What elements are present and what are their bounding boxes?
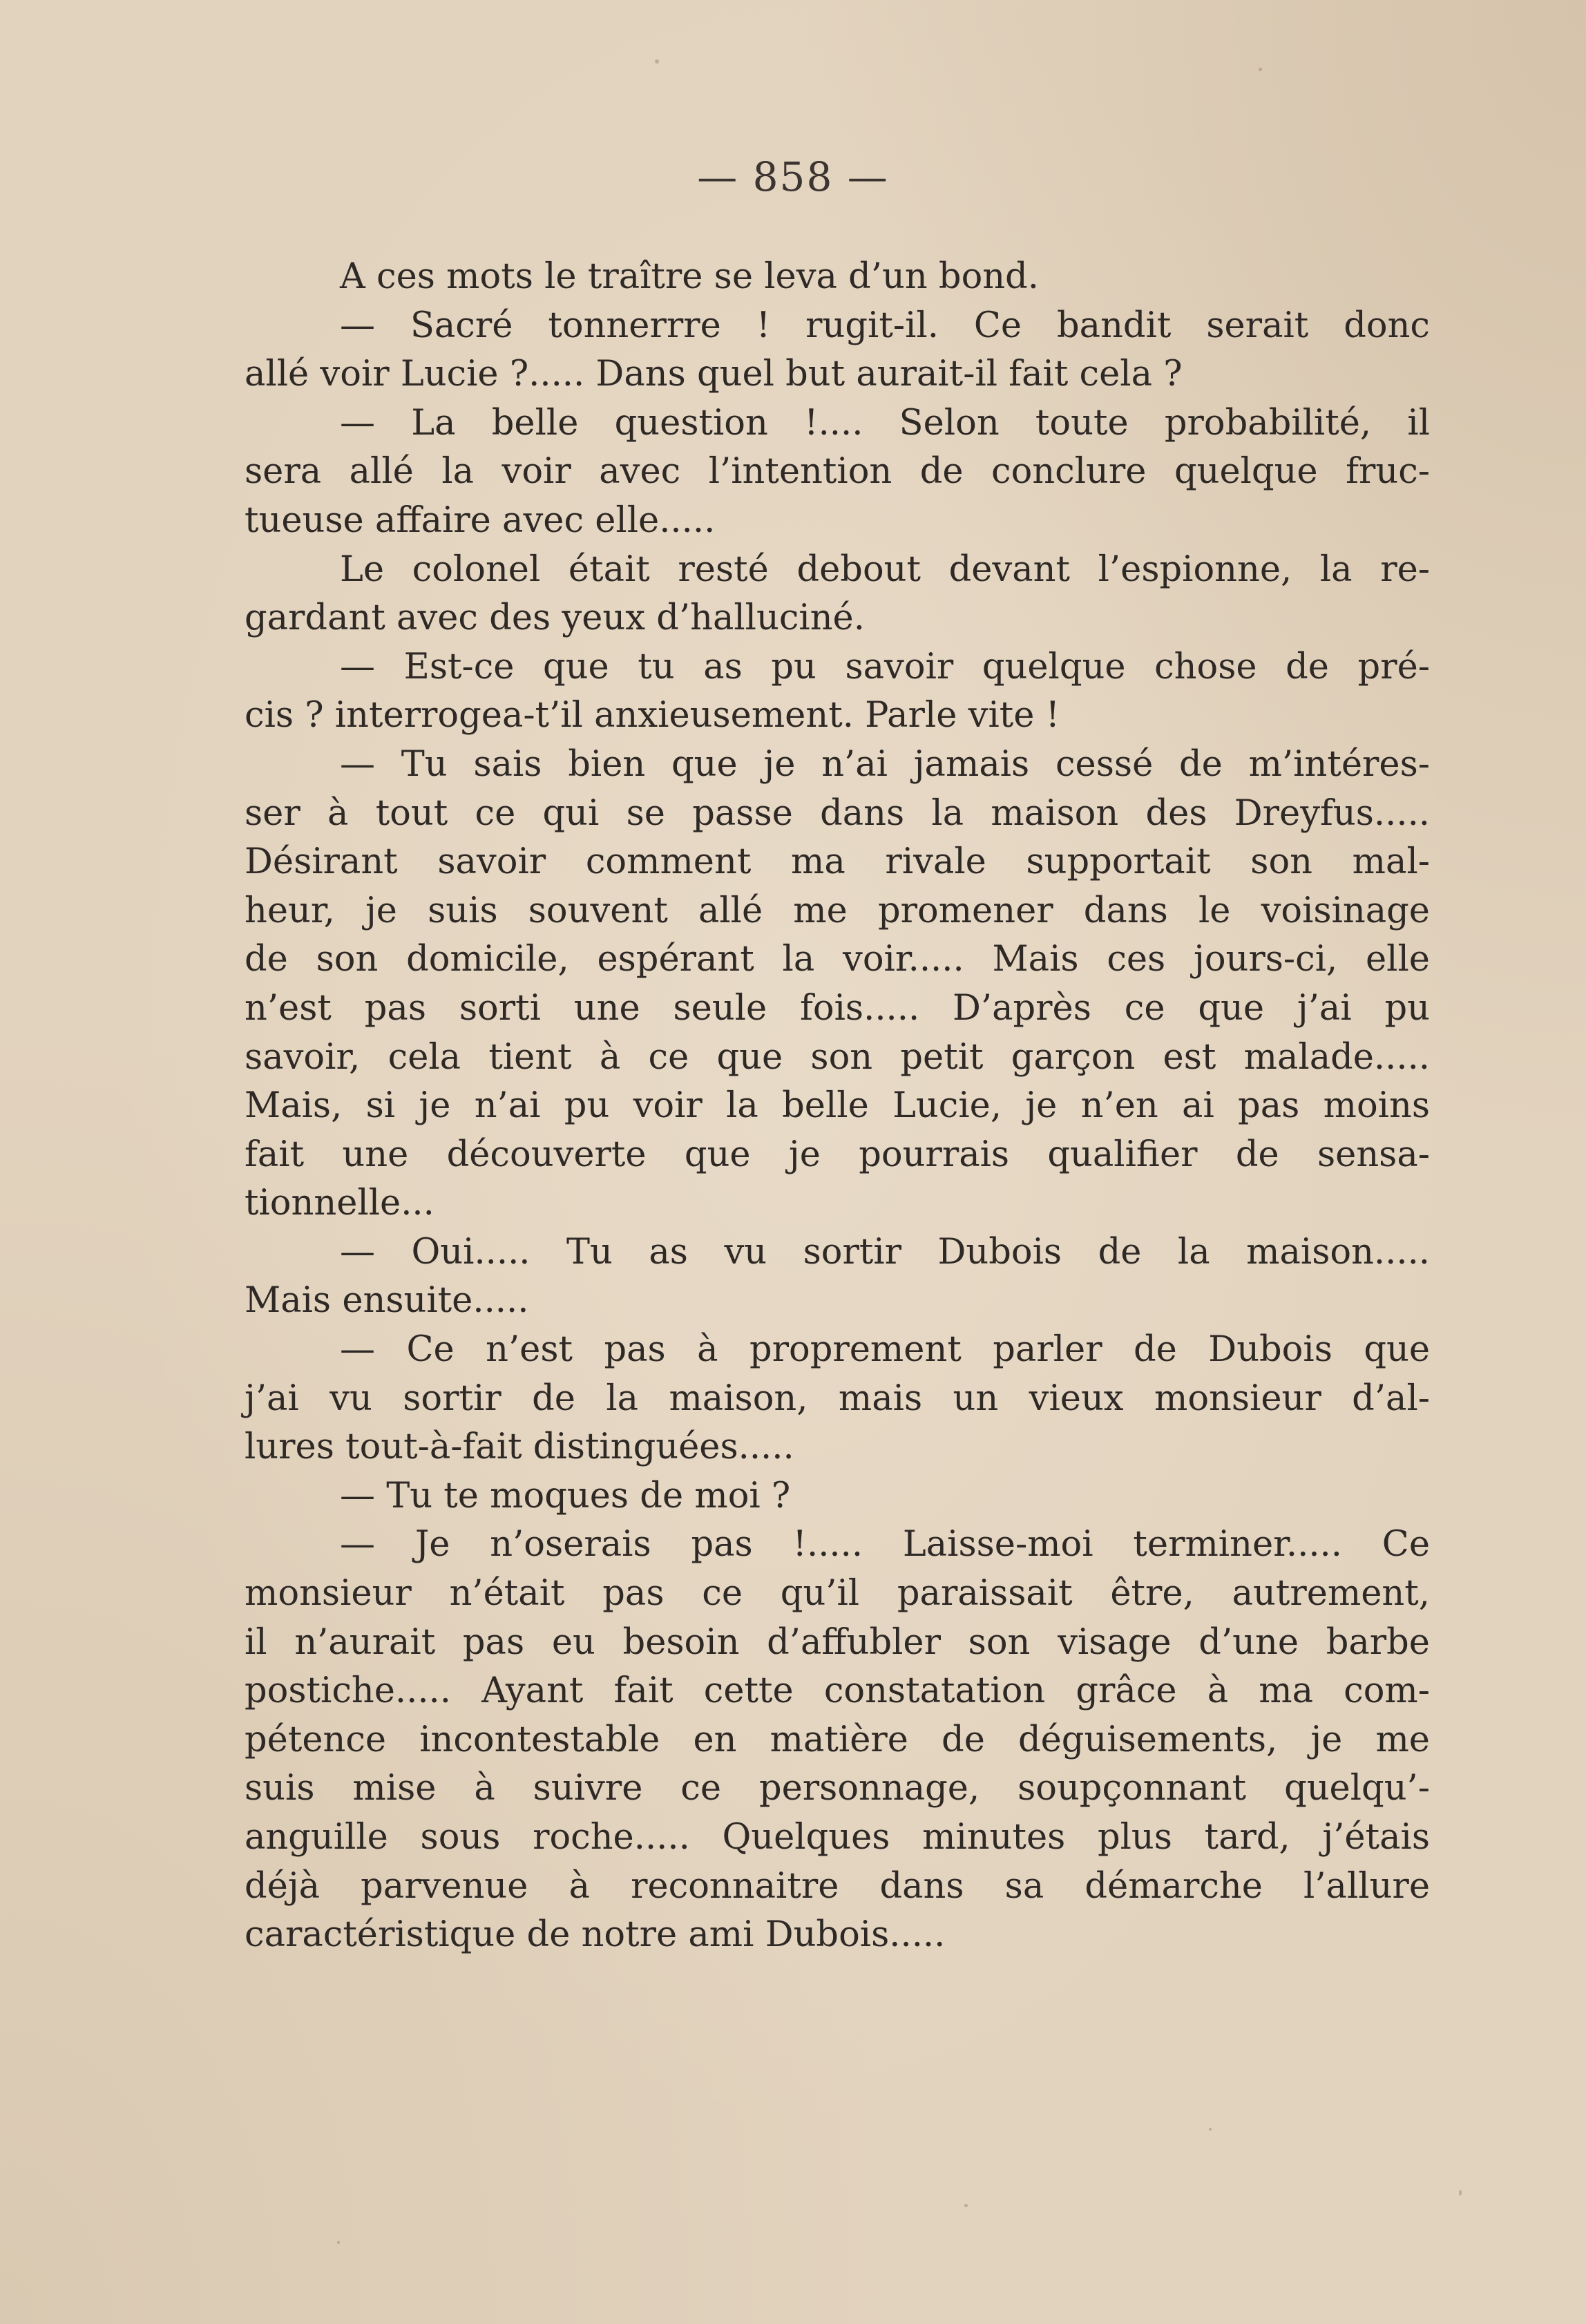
text-line: Le colonel était resté debout devant l’espionne, la re- <box>340 549 1430 590</box>
text-line: — La belle question !.... Selon toute probabilité, il <box>340 402 1430 444</box>
text-line: de son domicile, espérant la voir..... Mais ces jours-ci, elle <box>245 939 1430 980</box>
page-number: — 858 — <box>697 153 889 200</box>
text-line: — Est-ce que tu as pu savoir quelque chose de pré- <box>340 646 1430 687</box>
text-line: caractéristique de notre ami Dubois..... <box>245 1914 946 1956</box>
text-line: gardant avec des yeux d’halluciné. <box>245 598 865 639</box>
text-line: ser à tout ce qui se passe dans la maison des Dreyfus..... <box>245 792 1430 834</box>
text-line: pétence incontestable en matière de déguisements, je me <box>245 1719 1430 1760</box>
text-line: postiche..... Ayant fait cette constatation grâce à ma com- <box>245 1670 1430 1712</box>
text-line: déjà parvenue à reconnaitre dans sa démarche l’allure <box>245 1865 1430 1907</box>
text-line: sera allé la voir avec l’intention de conclure quelque fruc- <box>245 451 1430 493</box>
text-line: tionnelle... <box>245 1183 434 1224</box>
text-line: A ces mots le traître se leva d’un bond. <box>340 256 1039 297</box>
text-line: monsieur n’était pas ce qu’il paraissait être, autrement, <box>245 1573 1430 1615</box>
text-line: — Oui..... Tu as vu sortir Dubois de la maison..... <box>340 1231 1430 1273</box>
text-line: Mais ensuite..... <box>245 1280 529 1322</box>
paper-speck <box>964 2204 968 2207</box>
paper-speck <box>1209 2128 1212 2131</box>
text-line: il n’aurait pas eu besoin d’affubler son visage d’une barbe <box>245 1621 1430 1663</box>
paper-speck <box>1459 2190 1462 2196</box>
text-line: cis ? interrogea-t’il anxieusement. Parle vite ! <box>245 695 1060 736</box>
text-line: — Tu sais bien que je n’ai jamais cessé de m’intéres- <box>340 743 1430 785</box>
paper-speck <box>1259 68 1262 71</box>
text-line: Mais, si je n’ai pu voir la belle Lucie, je n’en ai pas moins <box>245 1085 1430 1127</box>
text-line: suis mise à suivre ce personnage, soupçonnant quelqu’- <box>245 1768 1430 1809</box>
text-line: lures tout-à-fait distinguées..... <box>245 1427 794 1468</box>
text-line: n’est pas sorti une seule fois..... D’après ce que j’ai pu <box>245 987 1430 1029</box>
text-line: Désirant savoir comment ma rivale supportait son mal- <box>245 841 1430 883</box>
text-line: — Je n’oserais pas !..... Laisse-moi terminer..... Ce <box>340 1524 1430 1565</box>
text-line: allé voir Lucie ?..... Dans quel but aurait-il fait cela ? <box>245 354 1183 395</box>
text-line: — Ce n’est pas à proprement parler de Dubois que <box>340 1329 1430 1371</box>
text-line: — Tu te moques de moi ? <box>340 1475 791 1516</box>
paper-speck <box>337 2241 340 2244</box>
text-line: heur, je suis souvent allé me promener dans le voisinage <box>245 890 1430 931</box>
paper-speck <box>655 59 659 64</box>
text-line: savoir, cela tient à ce que son petit garçon est malade..... <box>245 1036 1430 1078</box>
text-line: anguille sous roche..... Quelques minutes plus tard, j’étais <box>245 1817 1430 1858</box>
body-text <box>245 253 1430 1960</box>
text-line: tueuse affaire avec elle..... <box>245 499 716 541</box>
text-line: — Sacré tonnerrre ! rugit-il. Ce bandit serait donc <box>340 305 1430 346</box>
text-line: fait une découverte que je pourrais qualifier de sensa- <box>245 1134 1430 1175</box>
text-line: j’ai vu sortir de la maison, mais un vieux monsieur d’al- <box>245 1378 1430 1419</box>
